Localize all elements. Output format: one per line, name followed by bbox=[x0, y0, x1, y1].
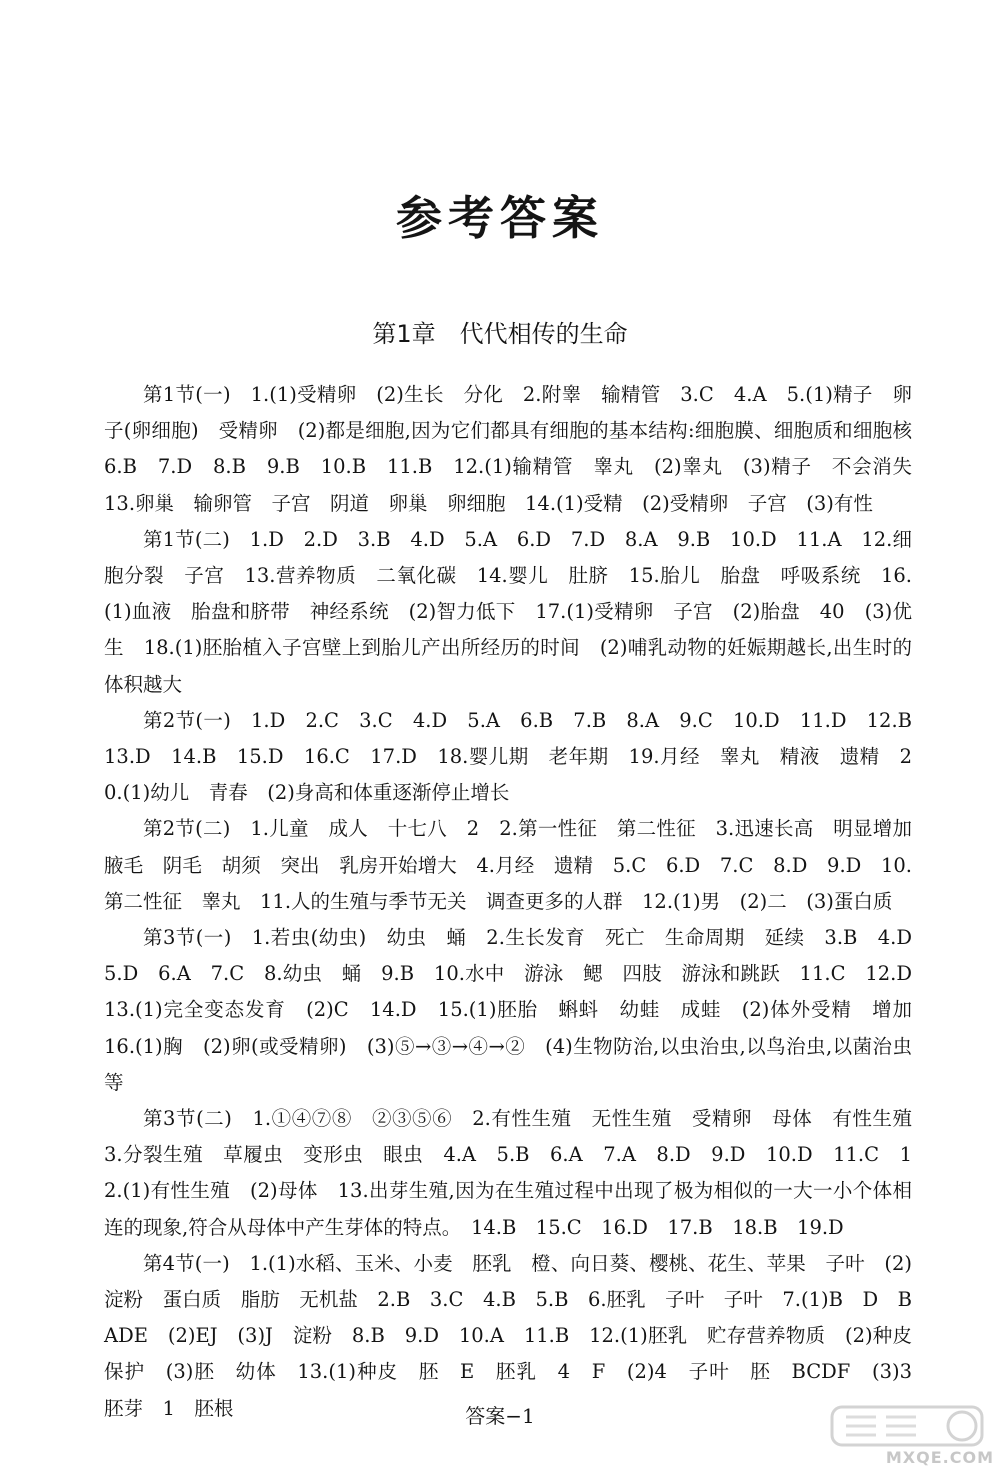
watermark-text: MXQE.COM bbox=[885, 1448, 994, 1467]
page-title: 参考答案 bbox=[396, 191, 604, 245]
section-3-2-answers: 第3节(二) 1.①④⑦⑧ ②③⑤⑥ 2.有性生殖 无性生殖 受精卵 母体 有性生殖 3.分裂生殖 草履虫 变形虫 眼虫 4.A 5.B 6.A 7.A 8.D 9.D 10.D 11.C 12.(1)有性生殖 (2)母体 13.出芽生殖,因为在生殖过程中出现了极为相似的一大一小个体相连的现象,符合从母体中产生芽体的特点。 14.B 15.C 16.D 17.B 18.B 19.D bbox=[104, 1107, 932, 1239]
chapter-heading: 第1章 代代相传的生命 bbox=[372, 320, 628, 348]
site-watermark-logo bbox=[824, 1405, 994, 1467]
section-2-1-answers: 第2节(一) 1.D 2.C 3.C 4.D 5.A 6.B 7.B 8.A 9.C 10.D 11.D 12.B 13.D 14.B 15.D 16.C 17.D 18.婴儿期 老年期 19.月经 睾丸 精液 遗精 20.(1)幼儿 青春 (2)身高和体重逐渐停止增长 bbox=[104, 708, 932, 805]
section-3-1-answers: 第3节(一) 1.若虫(幼虫) 幼虫 蛹 2.生长发育 死亡 生命周期 延续 3.B 4.D 5.D 6.A 7.C 8.幼虫 蛹 9.B 10.水中 游泳 鳃 四肢 游泳和跳跃 11.C 12.D 13.(1)完全变态发育 (2)C 14.D 15.(1)胚胎 蝌蚪 幼蛙 成蛙 (2)体外受精 增加 16.(1)胸 (2)卵(或受精卵) (3)⑤→③→④→② (4)生物防治,以虫治虫,以鸟治虫,以菌治虫等 bbox=[104, 926, 932, 1094]
section-1-1-answers: 第1节(一) 1.(1)受精卵 (2)生长 分化 2.附睾 输精管 3.C 4.A 5.(1)精子 卵子(卵细胞) 受精卵 (2)都是细胞,因为它们都具有细胞的基本结构:细胞膜、细胞质和细胞核 6.B 7.D 8.B 9.B 10.B 11.B 12.(1)输精管 睾丸 (2)睾丸 (3)精子 不会消失 13.卵巢 输卵管 子宫 阴道 卵巢 卵细胞 14.(1)受精 (2)受精卵 子宫 (3)有性 bbox=[104, 383, 932, 515]
section-4-1-answers: 第4节(一) 1.(1)水稻、玉米、小麦 胚乳 橙、向日葵、樱桃、花生、苹果 子叶 (2)淀粉 蛋白质 脂肪 无机盐 2.B 3.C 4.B 5.B 6.胚乳 子叶 子叶 7.(1)B D BADE (2)EJ (3)J 淀粉 8.B 9.D 10.A 11.B 12.(1)胚乳 贮存营养物质 (2)种皮 保护 (3)胚 幼体 13.(1)种皮 胚 E 胚乳 4 F (2)4 子叶 胚 BCDF (3)3 胚芽 1 胚根 bbox=[104, 1251, 932, 1420]
page-number: 答案−1 bbox=[465, 1404, 535, 1428]
watermark-logo-icon bbox=[824, 1405, 994, 1449]
section-2-2-answers: 第2节(二) 1.儿童 成人 十七八 2 2.第一性征 第二性征 3.迅速长高 明显增加 腋毛 阴毛 胡须 突出 乳房开始增大 4.月经 遗精 5.C 6.D 7.C 8.D 9.D 10.第二性征 睾丸 11.人的生殖与季节无关 调查更多的人群 12.(1)男 (2)二 (3)蛋白质 bbox=[104, 817, 932, 913]
answer-body bbox=[104, 377, 932, 1427]
section-1-2-answers: 第1节(二) 1.D 2.D 3.B 4.D 5.A 6.D 7.D 8.A 9.B 10.D 11.A 12.细胞分裂 子宫 13.营养物质 二氧化碳 14.婴儿 肚脐 15.胎儿 胎盘 呼吸系统 16.(1)血液 胎盘和脐带 神经系统 (2)智力低下 17.(1)受精卵 子宫 (2)胎盘 40 (3)优生 18.(1)胚胎植入子宫壁上到胎儿产出所经历的时间 (2)哺乳动物的妊娠期越长,出生时的体积越大 bbox=[104, 527, 912, 696]
